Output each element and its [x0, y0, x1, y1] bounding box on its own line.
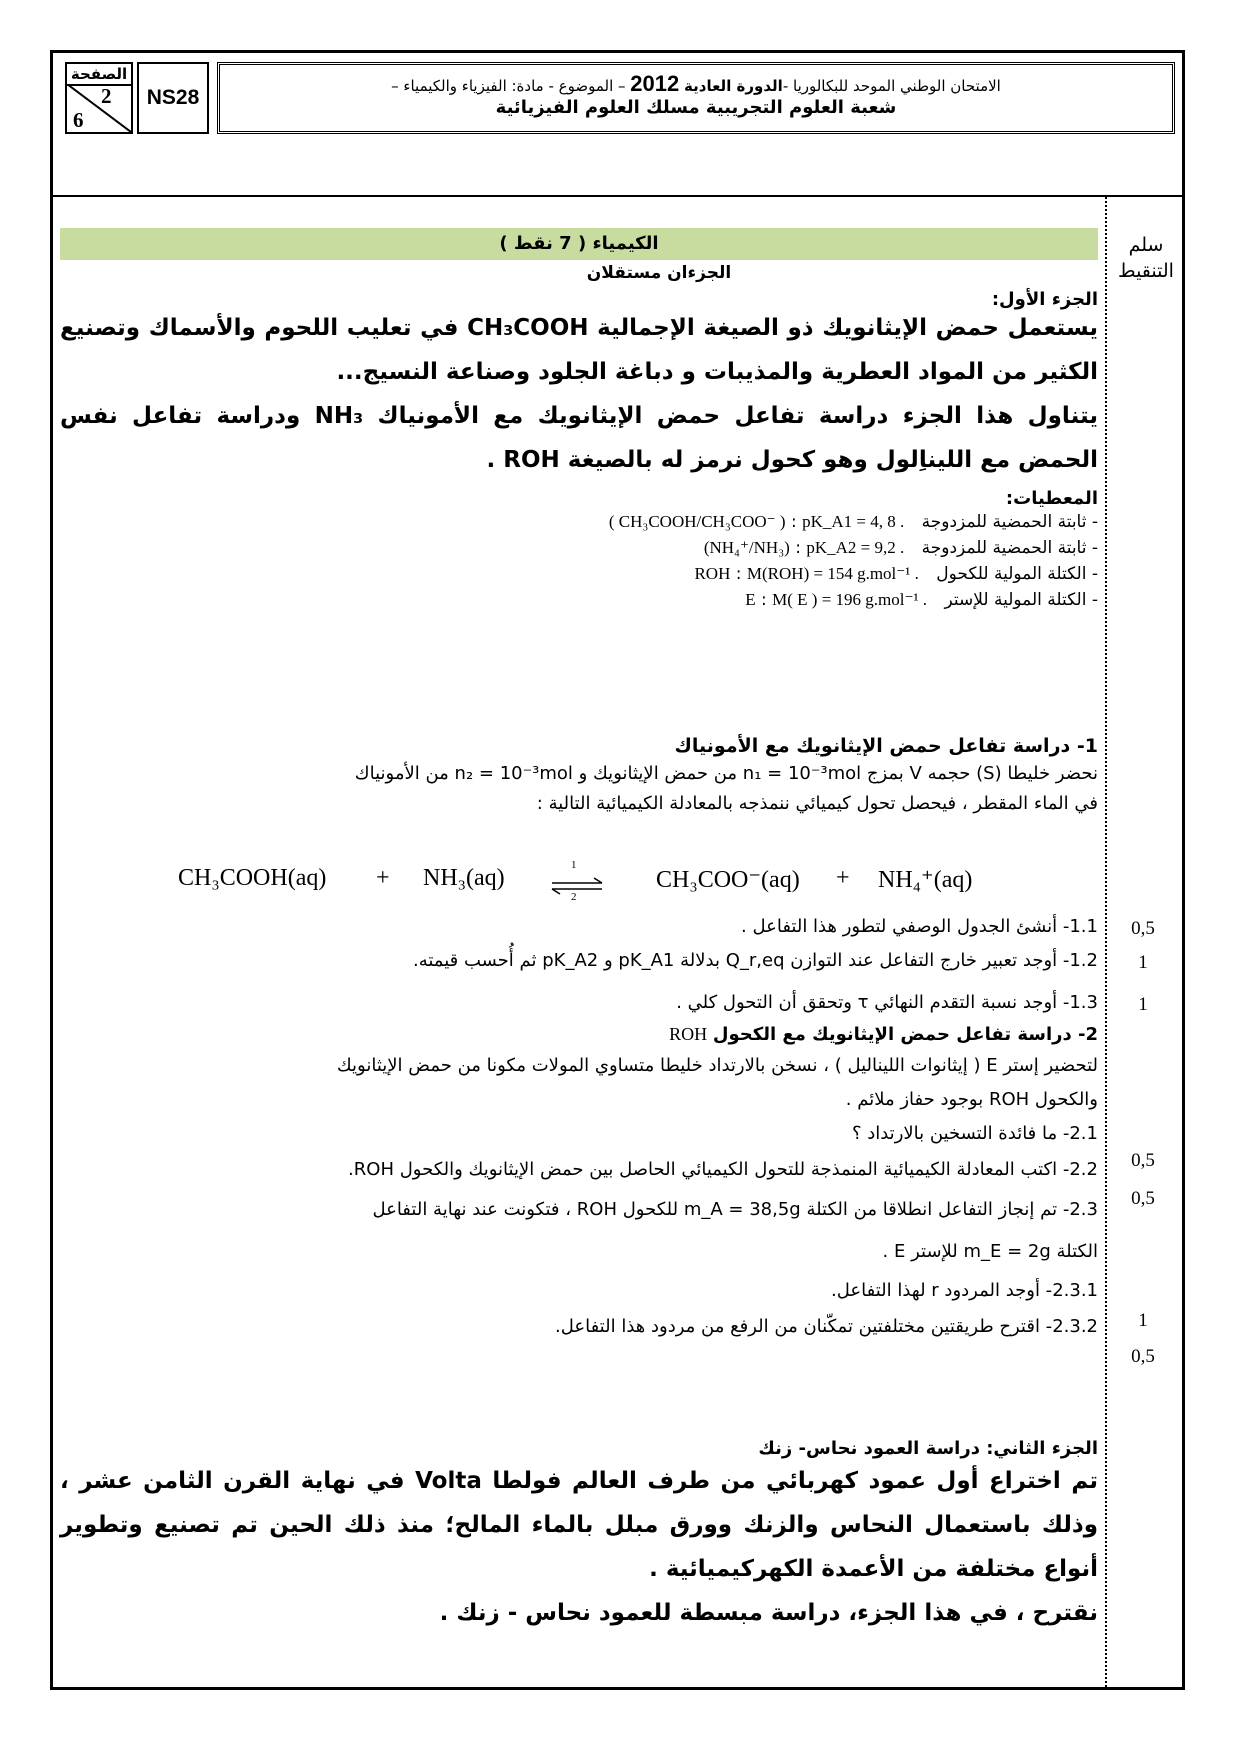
section-1-text-2: في الماء المقطر ، فيحصل تحول كيميائي ننمذجه بالمعادلة الكيميائية التالية : [536, 793, 1098, 814]
data-item: - الكتلة المولية للإستر E : M( E ) = 196 g.mol⁻¹ . [745, 590, 1098, 610]
product-1: CH₃COO⁻(aq) [656, 867, 800, 893]
part2-title: الجزء الثاني: دراسة العمود نحاس- زنك [758, 1438, 1098, 1459]
plus-sign: + [836, 865, 850, 891]
data-item: - ثابتة الحمضية للمزدوجة ( CH₃COOH/CH₃COO⁻ ) : pK_A1 = 4, 8 . [608, 512, 1098, 532]
question-1-2: 1.2- أوجد تعبير خارج التفاعل عند التوازن Q_r,eq بدلالة pK_A1 و pK_A2 ثم أُحسب قيمته. [412, 950, 1098, 971]
arrow-label-forward: 1 [571, 859, 577, 871]
section-2-text-2: والكحول ROH بوجود حفاز ملائم . [845, 1089, 1098, 1110]
arrow-label-backward: 2 [571, 891, 577, 903]
plus-sign: + [376, 865, 390, 891]
reactant-1: CH₃COOH(aq) [178, 865, 327, 891]
grading-column-title: سلم التنقيط [1118, 234, 1174, 282]
exam-title [217, 62, 1175, 134]
title-track: شعبة العلوم التجريبية مسلك العلوم الفيزيائية [495, 97, 897, 118]
reactant-2: NH₃(aq) [423, 865, 505, 891]
points-q2-3-1: 1 [1138, 1310, 1148, 1331]
chemistry-band-title: الكيمياء ( 7 نقط ) [60, 228, 1098, 260]
title-year: 2012 [630, 71, 680, 96]
points-q1-2: 1 [1138, 952, 1148, 973]
points-q2-1: 0,5 [1131, 1150, 1155, 1171]
exam-header [65, 62, 1175, 134]
section-1-text-1: نحضر خليطا (S) حجمه V بمزج n₁ = 10⁻³mol من حمض الإيثانويك و n₂ = 10⁻³mol من الأمونياك [354, 763, 1098, 784]
section-2-text-1: لتحضير إستر E ( إيثانوات الليناليل ) ، نسخن بالارتداد خليطا متساوي المولات مكونا من حمض الإيثانويك [336, 1055, 1098, 1076]
question-2-3-1: 2.3.1- أوجد المردود r لهذا التفاعل. [831, 1280, 1098, 1301]
question-2-1: 2.1- ما فائدة التسخين بالارتداد ؟ [851, 1123, 1098, 1144]
title-prefix: الامتحان الوطني الموحد للبكالوريا - [782, 77, 1001, 95]
product-2: NH₄⁺(aq) [878, 867, 973, 893]
question-2-3-2: 2.3.2- اقترح طريقتين مختلفتين تمكّنان من الرفع من مردود هذا التفاعل. [555, 1316, 1098, 1337]
page-total: 6 [73, 108, 84, 132]
part1-intro-1: يستعمل حمض الإيثانويك ذو الصيغة الإجمالية CH₃COOH في تعليب اللحوم والأسماك وتصنيع الكثير من المواد العطرية والمذيبات و دباغة الجلود وصناعة النسيج... [60, 315, 1098, 385]
points-q2-2: 0,5 [1131, 1188, 1155, 1209]
title-session: الدورة العادية [684, 77, 783, 95]
question-1-1: 1.1- أنشئ الجدول الوصفي لتطور هذا التفاعل . [741, 916, 1098, 937]
section-1-title: 1- دراسة تفاعل حمض الإيثانويك مع الأمونياك [674, 735, 1098, 757]
part1-title: الجزء الأول: [991, 289, 1098, 310]
parts-independent-note: الجزءان مستقلان [586, 263, 732, 283]
question-1-3: 1.3- أوجد نسبة التقدم النهائي τ وتحقق أن التحول كلي . [676, 992, 1098, 1013]
data-title: المعطيات: [1005, 488, 1098, 509]
header-separator [50, 195, 1185, 197]
data-block [60, 482, 1098, 613]
part2-intro: تم اختراع أول عمود كهربائي من طرف العالم فولطا Volta في نهاية القرن الثامن عشر ، وذلك باستعمال النحاس والزنك وورق مبلل بالماء المالح؛ منذ ذلك الحين تم تصنيع وتطوير أنواع مختلفة من الأعمدة الكهركيميائية . [60, 1468, 1098, 1582]
part2-intro-2: نقترح ، في هذا الجزء، دراسة مبسطة للعمود نحاس - زنك . [439, 1600, 1098, 1626]
page-number-box [65, 62, 133, 134]
section-2-title: 2- دراسة تفاعل حمض الإيثانويك مع الكحول ROH [669, 1024, 1098, 1045]
points-q2-3-2: 0,5 [1131, 1346, 1155, 1367]
chemical-equation [178, 859, 998, 905]
questions-part1 [60, 910, 1098, 1345]
page-current: 2 [101, 84, 112, 108]
part1-intro-2: يتناول هذا الجزء دراسة تفاعل حمض الإيثانويك مع الأمونياك NH₃ ودراسة تفاعل نفس الحمض مع الليناِلول وهو كحول نرمز له بالصيغة ROH . [60, 403, 1098, 473]
data-item: - الكتلة المولية للكحول ROH : M(ROH) = 154 g.mol⁻¹ . [694, 564, 1098, 584]
part-2 [60, 1432, 1098, 1635]
question-2-3-cont: الكتلة m_E = 2g للإستر E . [882, 1241, 1098, 1262]
points-q1-3: 1 [1138, 994, 1148, 1015]
equilibrium-arrow [548, 865, 608, 905]
question-2-2: 2.2- اكتب المعادلة الكيميائية المنمذجة للتحول الكيميائي الحاصل بين حمض الإيثانويك والكحول ROH. [348, 1159, 1098, 1180]
points-q1-1: 0,5 [1131, 918, 1155, 939]
grading-column-divider [1105, 197, 1107, 1687]
title-suffix: – الموضوع - مادة: الفيزياء والكيمياء – [391, 77, 626, 95]
section-1 [60, 735, 1098, 819]
exam-code: NS28 [137, 62, 209, 134]
question-2-3: 2.3- تم إنجاز التفاعل انطلاقا من الكتلة m_A = 38,5g للكحول ROH ، فتكونت عند نهاية التفاعل [372, 1199, 1098, 1220]
data-item: - ثابتة الحمضية للمزدوجة (NH₄⁺/NH₃) : pK_A2 = 9,2 . [703, 538, 1098, 558]
chemistry-section [60, 228, 1098, 482]
page-label: الصفحة [67, 64, 131, 86]
